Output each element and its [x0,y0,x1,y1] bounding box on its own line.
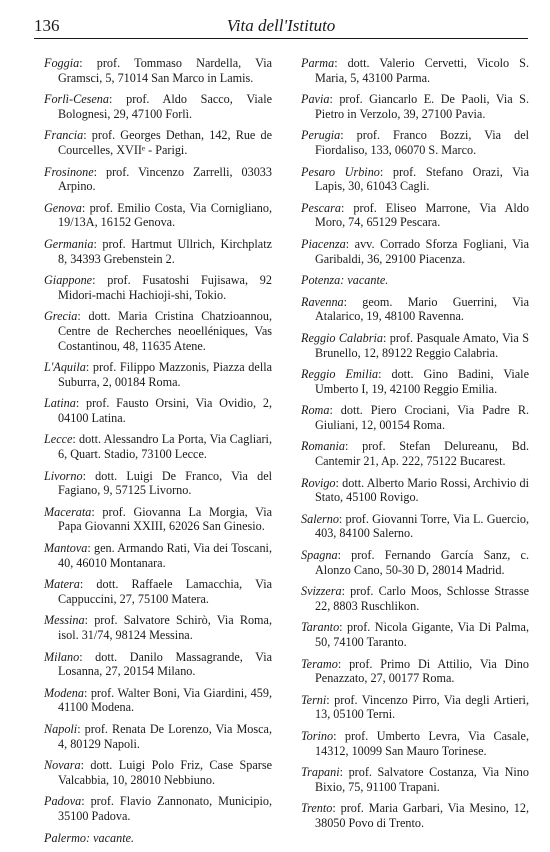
directory-entry [301,729,529,758]
directory-entry [301,584,529,613]
entry-detail: : prof. Stefano Orazi, Via Lapis, 30, 61043 Cagli. [315,164,529,194]
entry-city: Romania [301,439,346,454]
entry-city: Grecia [44,309,78,324]
directory-entry [301,56,529,85]
entry-city: Matera [44,577,80,592]
entry-detail: : dott. Piero Crociani, Via Padre R. Giuliani, 12, 00154 Roma. [315,403,529,432]
directory-entry [44,309,272,353]
entry-city: Palermo [44,830,86,845]
entry-city: Spagna [301,548,338,563]
entry-city: Germania [44,236,94,251]
directory-entry [301,693,529,722]
left-column [44,56,272,852]
running-title: Vita dell'Istituto [226,16,336,35]
directory-entry [301,765,529,794]
directory-entry [301,201,529,230]
entry-detail: : prof. Fernando García Sanz, c. Alonzo Cano, 50-30 D, 28014 Madrid. [315,548,529,577]
entry-city: Reggio Emilia [301,367,379,382]
entry-detail: : gen. Armando Rati, Via dei Toscani, 40, 46010 Montanara. [58,541,272,570]
entry-city: Svizzera [301,584,342,599]
entry-city: Frosinone [44,164,94,179]
entry-detail: : prof. Hartmut Ullrich, Kirchplatz 8, 34393 Grebenstein 2. [58,236,272,266]
entry-detail: : dott. Luigi Polo Friz, Case Sparse Valcabbia, 10, 28010 Nebbiuno. [58,758,272,787]
directory-entry [44,165,272,194]
entry-detail: : dott. Danilo Massagrande, Via Losanna, 27, 20154 Milano. [58,649,272,679]
entry-detail: : prof. Aldo Sacco, Viale Bolognesi, 29, 47100 Forlì. [58,92,272,121]
directory-entry [44,831,272,846]
directory-entry [44,613,272,642]
directory-entry [301,439,529,468]
directory-entry [44,577,272,606]
directory-entry [301,295,529,324]
entry-city: Novara [44,758,81,773]
entry-city: Rovigo [301,475,336,490]
directory-entry [44,273,272,302]
entry-detail: : prof. Primo Di Attilio, Via Dino Penazzato, 27, 00177 Roma. [315,656,529,686]
directory-entry [301,367,529,396]
directory-entry [44,237,272,266]
entry-detail: : dott. Raffaele Lamacchia, Via Cappuccini, 27, 75100 Matera. [58,577,272,606]
directory-entry [301,237,529,266]
directory-entry [301,620,529,649]
directory-entry [44,396,272,425]
entry-detail: : prof. Salvatore Costanza, Via Nino Bixio, 75, 91100 Trapani. [315,765,529,794]
entry-city: Lecce [44,432,73,447]
entry-city: Roma [301,403,330,418]
directory-entry [301,657,529,686]
entry-city: Ravenna [301,294,344,309]
directory-entry [44,201,272,230]
entry-city: Taranto [301,620,340,635]
entry-city: Piacenza [301,236,346,251]
entry-detail: : vacante. [340,273,389,288]
entry-detail: : vacante. [85,830,135,845]
directory-entry [301,273,529,288]
entry-detail: : prof. Flavio Zannonato, Municipio, 35100 Padova. [58,794,272,823]
entry-city: Padova [44,794,82,809]
entry-city: Trento [301,801,333,816]
entry-detail: : prof. Vincenzo Zarrelli, 03033 Arpino. [58,164,272,194]
entry-detail: : prof. Franco Bozzi, Via del Fiordaliso, 133, 06070 S. Marco. [315,128,529,157]
entry-detail: : prof. Fausto Orsini, Via Ovidio, 2, 04100 Latina. [58,396,272,425]
entry-city: Macerata [44,504,92,519]
entry-city: Livorno [44,468,83,483]
directory-entry [44,505,272,534]
entry-detail: : prof. Umberto Levra, Via Casale, 14312, 10099 San Mauro Torinese. [315,728,529,758]
entry-city: Torino [301,728,334,743]
entry-detail: : prof. Giovanna La Morgia, Via Papa Giovanni XXIII, 62026 San Ginesio. [58,504,272,534]
entry-city: Pesaro Urbino [301,164,380,179]
entry-city: Messina [44,613,85,628]
directory-entry [301,331,529,360]
entry-detail: : prof. Tommaso Nardella, Via Gramsci, 5, 71014 San Marco in Lamis. [58,56,272,85]
entry-detail: : dott. Gino Badini, Viale Umberto I, 19, 42100 Reggio Emilia. [315,367,529,396]
entry-city: Giappone [44,273,93,288]
entry-city: Reggio Calabria [301,330,383,345]
entry-detail: : prof. Stefan Delureanu, Bd. Cantemir 21, Ap. 222, 75122 Bucarest. [315,439,529,469]
entry-city: L'Aquila [44,360,86,375]
entry-city: Teramo [301,656,338,671]
directory-entry [44,56,272,85]
page-header [34,16,528,38]
entry-detail: : avv. Corrado Sforza Fogliani, Via Garibaldi, 36, 29100 Piacenza. [315,236,529,266]
entry-city: Perugia [301,128,341,143]
entry-detail: : prof. Filippo Mazzonis, Piazza della Suburra, 2, 00184 Roma. [58,360,272,389]
entry-city: Genova [44,200,82,215]
directory-entry [301,512,529,541]
directory-entry [301,548,529,577]
entry-city: Foggia [44,56,80,70]
entry-city: Forlì-Cesena [44,92,109,107]
entry-city: Napoli [44,721,78,736]
entry-detail: : prof. Fusatoshi Fujisawa, 92 Midori-machi Hachioji-shi, Tokio. [58,273,272,302]
entry-city: Milano [44,649,80,664]
entry-city: Francia [44,128,84,143]
entry-city: Pescara [301,200,341,215]
entry-city: Trapani [301,765,340,780]
directory-entry [44,128,272,157]
entry-detail: : dott. Alessandro La Porta, Via Cagliari, 6, Quart. Stadio, 73100 Lecce. [58,432,272,462]
entry-detail: : prof. Walter Boni, Via Giardini, 459, 41100 Modena. [58,685,272,715]
entry-detail: : prof. Carlo Moos, Schlosse Strasse 22, 8803 Ruschlikon. [315,584,529,613]
entry-city: Parma [301,56,335,70]
entry-detail: : dott. Luigi De Franco, Via del Fagiano, 9, 57125 Livorno. [58,468,272,498]
header-rule [34,38,528,39]
directory-entry [44,758,272,787]
directory-entry [44,794,272,823]
right-column [301,56,529,838]
entry-detail: : prof. Vincenzo Pirro, Via degli Artieri, 13, 05100 Terni. [315,692,529,722]
entry-city: Pavia [301,92,330,107]
entry-detail: : geom. Mario Guerrini, Via Atalarico, 19, 48100 Ravenna. [315,294,529,324]
directory-entry [301,92,529,121]
entry-detail: : prof. Maria Garbari, Via Mesino, 12, 38050 Povo di Trento. [315,801,529,830]
directory-entry [44,722,272,751]
directory-entry [44,360,272,389]
entry-detail: : prof. Pasquale Amato, Via S Brunello, 12, 89122 Reggio Calabria. [315,330,529,360]
entry-detail: : dott. Alberto Mario Rossi, Archivio di Stato, 45100 Rovigo. [315,475,529,505]
page-number: 136 [34,16,60,35]
directory-entry [44,650,272,679]
directory-entry [44,686,272,715]
entry-detail: : dott. Valerio Cervetti, Vicolo S. Maria, 5, 43100 Parma. [315,56,529,85]
directory-entry [301,476,529,505]
entry-city: Salerno [301,511,339,526]
entry-city: Mantova [44,541,88,556]
directory-entry [44,92,272,121]
directory-entry [301,403,529,432]
directory-entry [44,541,272,570]
entry-detail: : prof. Giancarlo E. De Paoli, Via S. Pietro in Verzolo, 39, 27100 Pavia. [315,92,529,121]
directory-entry [301,128,529,157]
directory-entry [301,165,529,194]
entry-detail: : prof. Nicola Gigante, Via Di Palma, 50, 74100 Taranto. [315,620,529,649]
entry-city: Latina [44,396,76,411]
entry-detail: : prof. Salvatore Schirò, Via Roma, isol. 31/74, 98124 Messina. [58,613,272,642]
directory-entry [44,469,272,498]
entry-detail: : prof. Georges Dethan, 142, Rue de Courcelles, XVIIᵉ - Parigi. [58,128,272,157]
entry-detail: : prof. Eliseo Marrone, Via Aldo Moro, 74, 65129 Pescara. [315,200,529,230]
entry-detail: : prof. Giovanni Torre, Via L. Guercio, 403, 84100 Salerno. [315,511,529,541]
entry-detail: : dott. Maria Cristina Chatzioannou, Centre de Recherches neoelléniques, Vas Costantinou, 48, 11635 Atene. [58,309,272,353]
entry-city: Potenza [301,273,341,288]
directory-entry [44,432,272,461]
entry-detail: : prof. Renata De Lorenzo, Via Mosca, 4, 80129 Napoli. [58,721,272,751]
directory-entry [301,801,529,830]
entry-city: Modena [44,685,84,700]
entry-detail: : prof. Emilio Costa, Via Corniglianо, 19/13A, 16152 Genova. [58,200,272,230]
entry-city: Terni [301,692,327,707]
